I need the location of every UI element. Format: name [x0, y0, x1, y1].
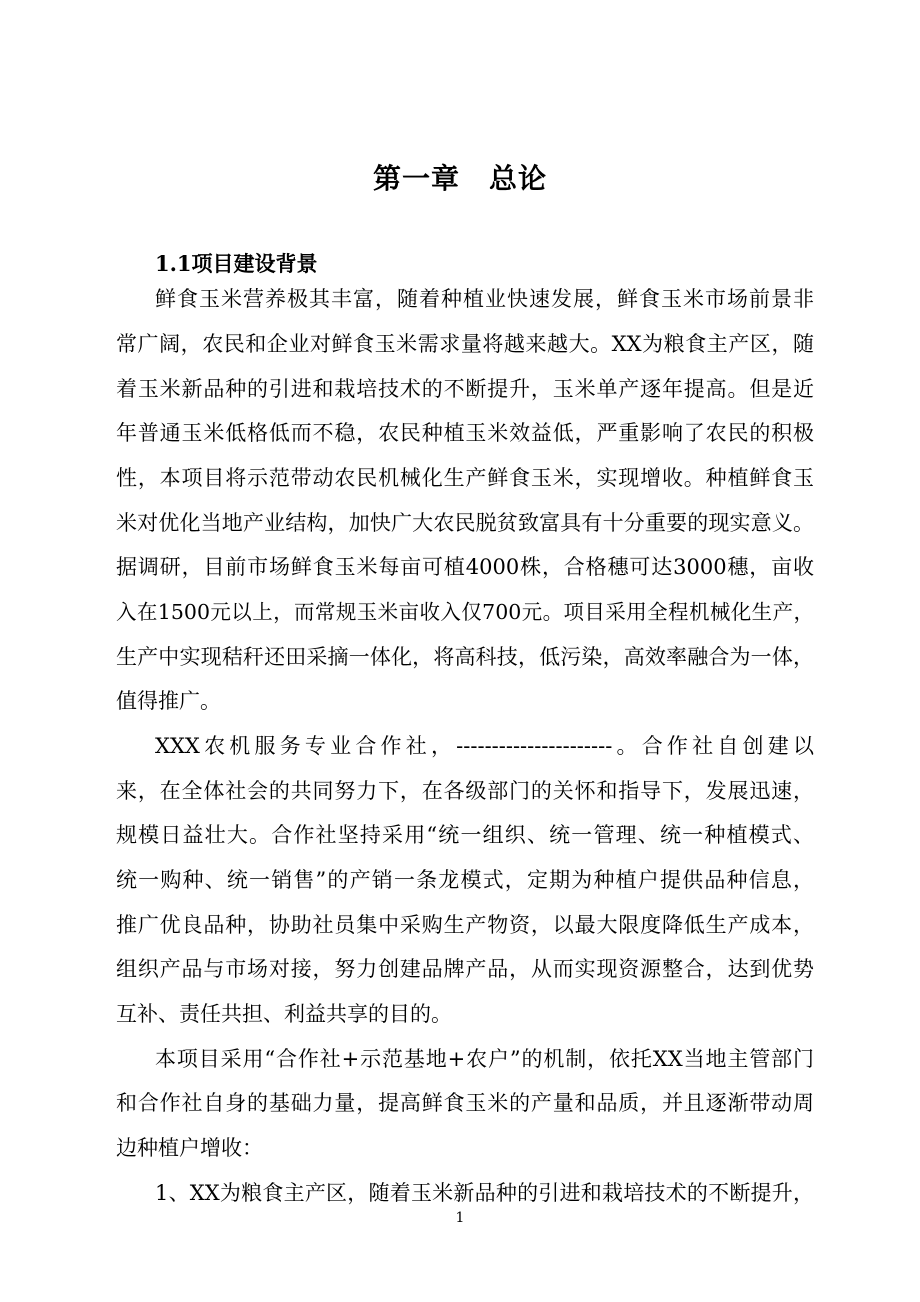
- text-line: 着玉米新品种的引进和栽培技术的不断提升，玉米单产逐年提高。但是近: [116, 377, 814, 401]
- text-line: 性，本项目将示范带动农民机械化生产鲜食玉米，实现增收。种植鲜食玉: [116, 466, 814, 490]
- text-line: 规模日益壮大。合作社坚持采用“统一组织、统一管理、统一种植模式、: [116, 823, 814, 847]
- text-line: 值得推广。: [116, 689, 221, 713]
- text-line: XXX农机服务专业合作社，----------------------。合作社自创建以: [155, 734, 814, 758]
- text-line: 鲜食玉米营养极其丰富，随着种植业快速发展，鲜食玉米市场前景非: [155, 287, 814, 311]
- text-line: 据调研，目前市场鲜食玉米每亩可植4000株，合格穗可达3000穗，亩收: [116, 555, 814, 579]
- chapter-title: 第一章 总论: [372, 162, 547, 195]
- text-line: 年普通玉米低格低而不稳，农民种植玉米效益低，严重影响了农民的积极: [116, 421, 814, 445]
- text-line: 组织产品与市场对接，努力创建品牌产品，从而实现资源整合，达到优势: [116, 957, 814, 981]
- text-line: 互补、责任共担、利益共享的目的。: [116, 1002, 452, 1026]
- text-line: 米对优化当地产业结构，加快广大农民脱贫致富具有十分重要的现实意义。: [116, 511, 814, 535]
- text-line: 来，在全体社会的共同努力下，在各级部门的关怀和指导下，发展迅速，: [116, 779, 814, 803]
- text-line: 1、XX为粮食主产区，随着玉米新品种的引进和栽培技术的不断提升，: [155, 1181, 814, 1205]
- text-line: 和合作社自身的基础力量，提高鲜食玉米的产量和品质，并且逐渐带动周: [116, 1091, 814, 1115]
- text-line: 常广阔，农民和企业对鲜食玉米需求量将越来越大。XX为粮食主产区，随: [116, 332, 814, 356]
- text-line: 推广优良品种，协助社员集中采购生产物资，以最大限度降低生产成本，: [116, 913, 814, 937]
- text-line: 统一购种、统一销售”的产销一条龙模式，定期为种植户提供品种信息，: [116, 868, 814, 892]
- text-line: 本项目采用“合作社+示范基地+农户”的机制，依托XX当地主管部门: [155, 1047, 814, 1071]
- page-number: 1: [455, 1210, 465, 1226]
- text-line: 边种植户增收：: [116, 1136, 263, 1160]
- text-line: 生产中实现秸秆还田采摘一体化，将高科技，低污染，高效率融合为一体，: [116, 645, 814, 669]
- section-heading: 1.1项目建设背景: [155, 251, 318, 276]
- text-line: 入在1500元以上，而常规玉米亩收入仅700元。项目采用全程机械化生产，: [116, 600, 814, 624]
